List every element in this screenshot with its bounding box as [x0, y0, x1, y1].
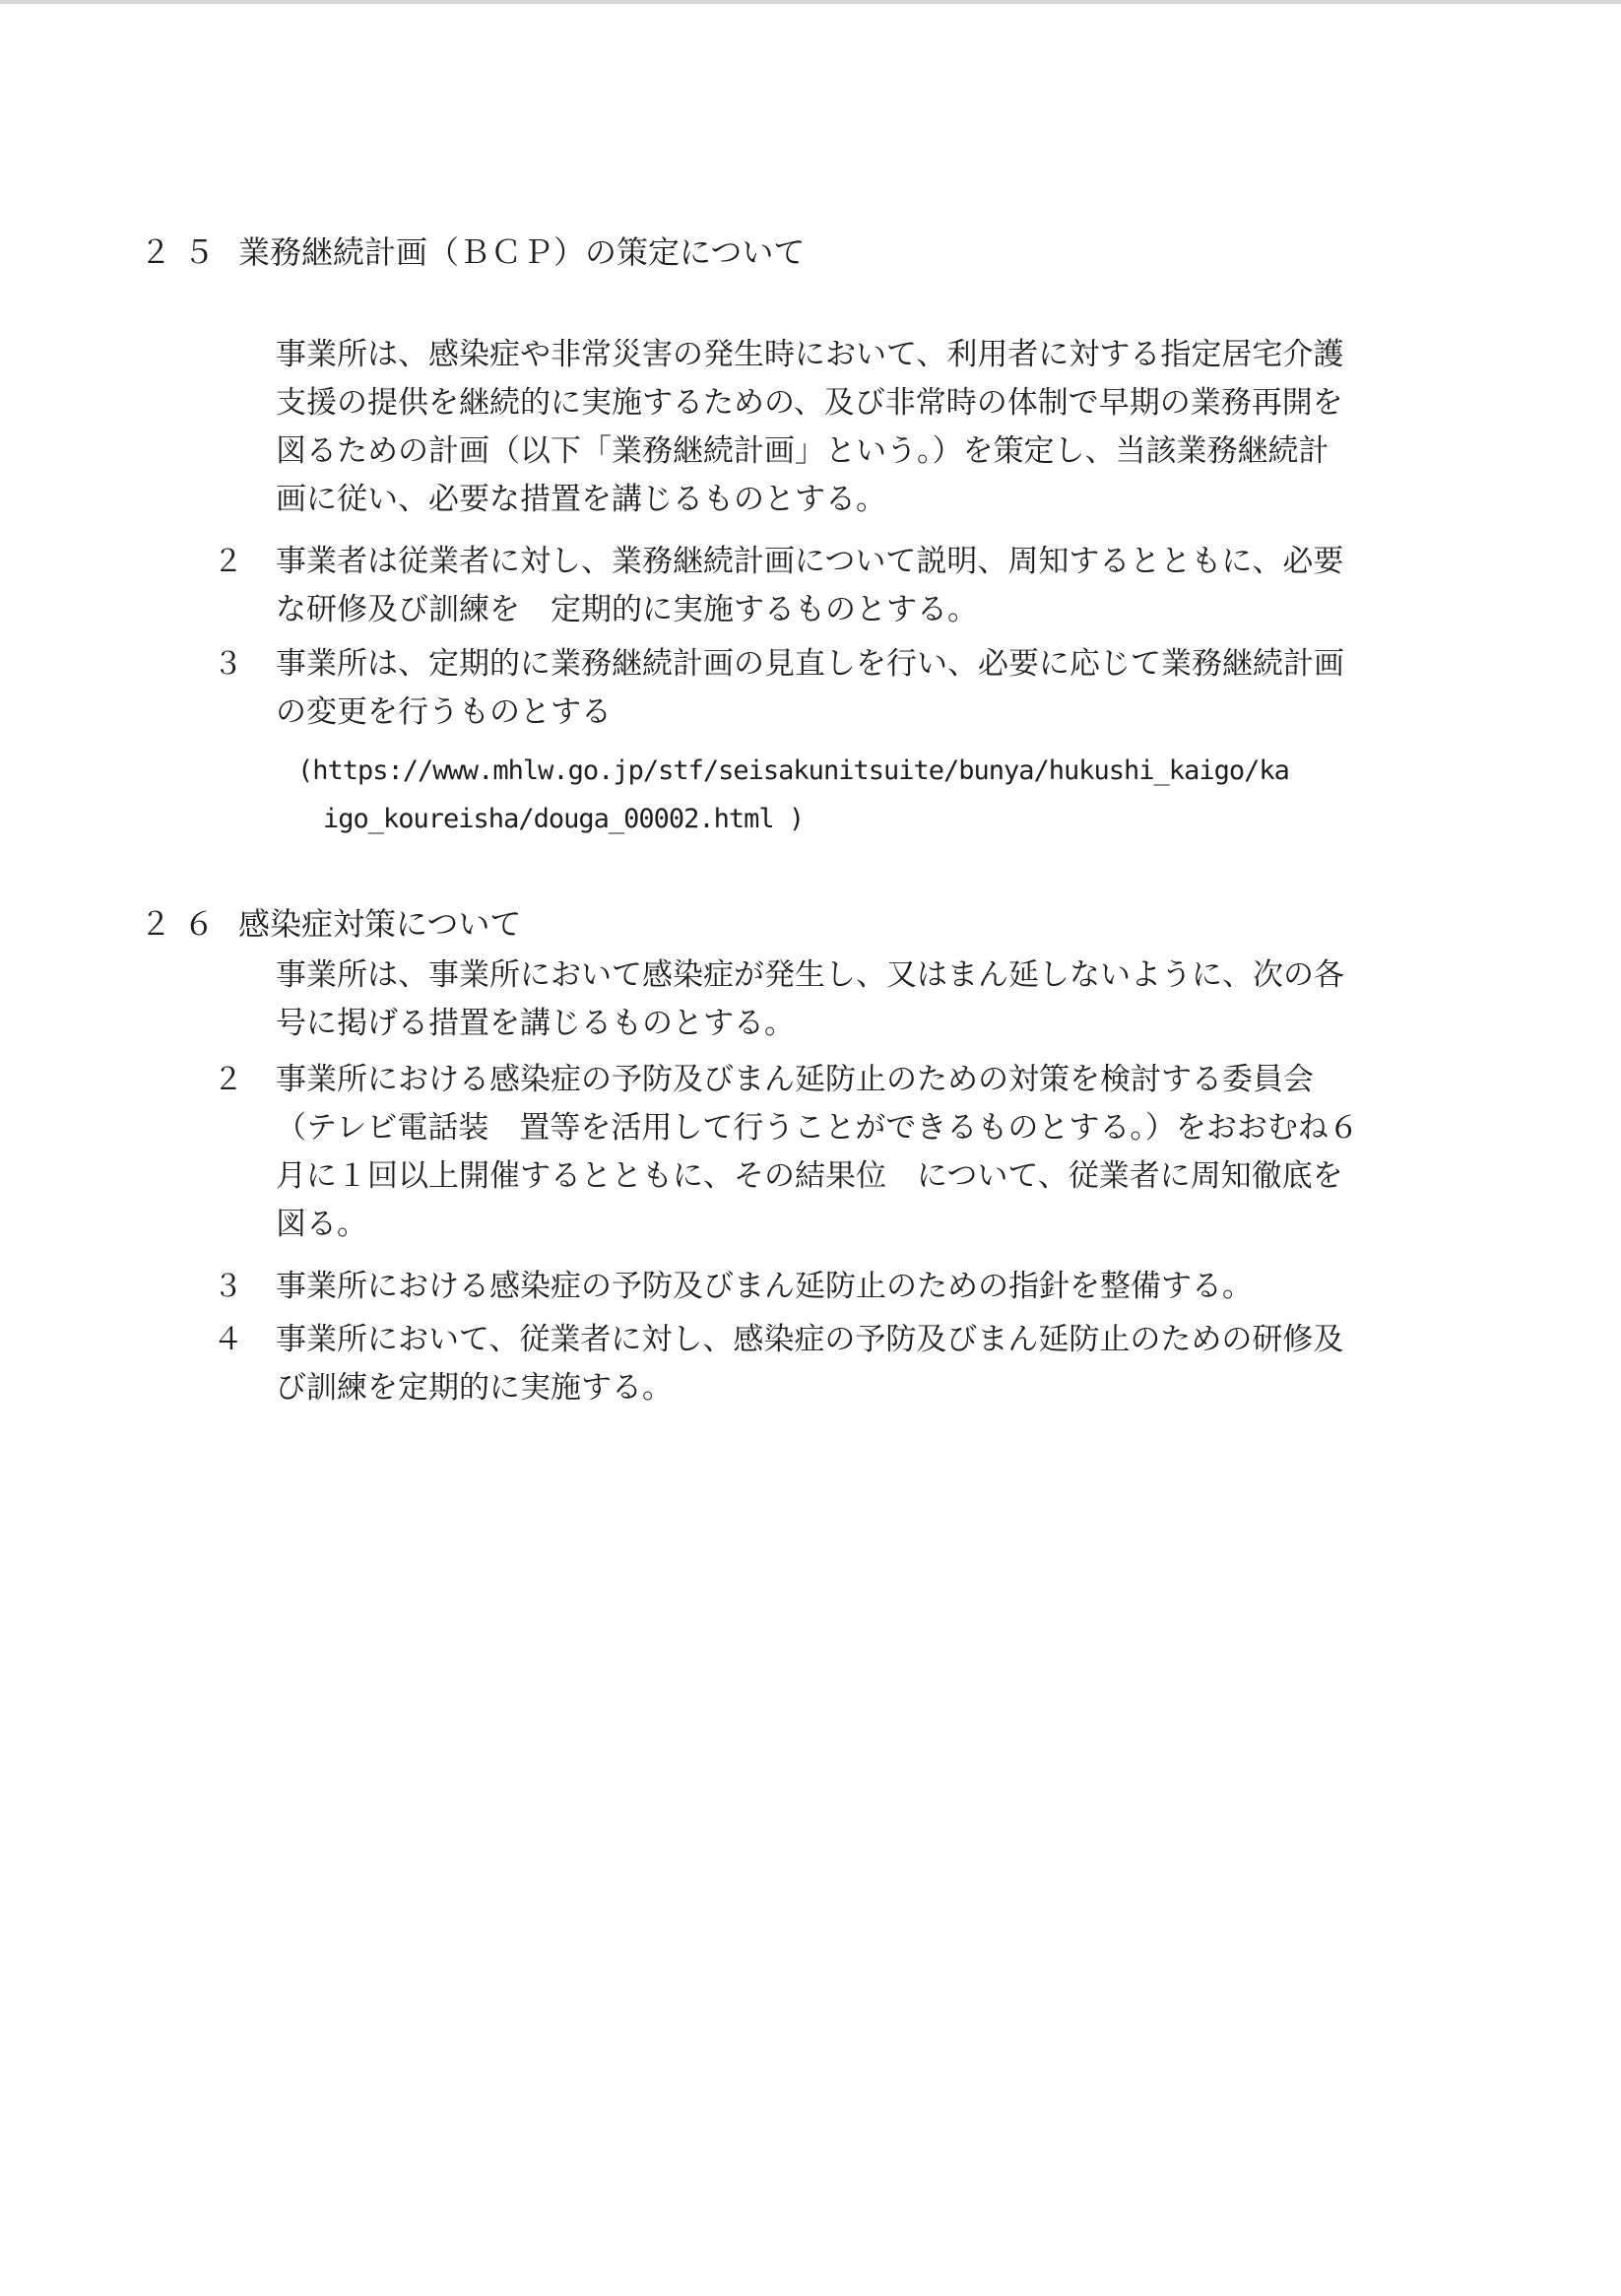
paragraph-26-2	[276, 1056, 1359, 1249]
paragraph-26-1	[276, 951, 1344, 1048]
item-number: ３	[213, 646, 243, 682]
paragraph-25-3	[276, 640, 1344, 737]
item-number: ４	[213, 1322, 243, 1357]
item-number: ２	[213, 544, 243, 579]
text-line: 画に従い、必要な措置を講じるものとする。	[276, 482, 886, 517]
text-line: （テレビ電話装 置等を活用して行うことができるものとする。）をおおむね６	[276, 1110, 1359, 1146]
text-line: び訓練を定期的に実施する。	[276, 1370, 673, 1406]
section-title: 感染症対策について	[238, 905, 522, 943]
text-line: 号に掲げる措置を講じるものとする。	[276, 1006, 795, 1041]
url-line: igo_koureisha/douga_00002.html )	[323, 804, 805, 834]
section-heading-26	[140, 904, 521, 944]
text-line: の変更を行うものとする	[276, 694, 612, 730]
text-line: 図る。	[276, 1207, 367, 1242]
paragraph-26-3	[276, 1263, 1253, 1311]
text-line: 事業所は、事業所において感染症が発生し、又はまん延しないように、次の各	[276, 957, 1344, 993]
text-line: な研修及び訓練を 定期的に実施するものとする。	[276, 592, 978, 627]
text-line: 事業所は、感染症や非常災害の発生時において、利用者に対する指定居宅介護	[276, 337, 1344, 372]
text-line: 支援の提供を継続的に実施するための、及び非常時の体制で早期の業務再開を	[276, 385, 1343, 421]
paragraph-26-4	[276, 1316, 1343, 1412]
text-line: 事業者は従業者に対し、業務継続計画について説明、周知するとともに、必要	[276, 544, 1344, 579]
section-number: ２６	[140, 905, 227, 943]
paragraph-25-1	[276, 331, 1343, 524]
url-line: (https://www.mhlw.go.jp/stf/seisakunitsuite/bunya/hukushi_kaigo/ka	[297, 755, 1289, 786]
item-number: ２	[213, 1062, 243, 1097]
item-number: ３	[213, 1269, 243, 1304]
text-line: 事業所における感染症の予防及びまん延防止のための対策を検討する委員会	[276, 1062, 1314, 1097]
text-line: 月に１回以上開催するとともに、その結果位 について、従業者に周知徹底を	[276, 1158, 1343, 1194]
text-line: 事業所において、従業者に対し、感染症の予防及びまん延防止のための研修及	[276, 1322, 1344, 1357]
section-number: ２５	[140, 233, 227, 271]
section-heading-25	[140, 232, 805, 272]
paragraph-25-2	[276, 538, 1343, 634]
text-line: 事業所は、定期的に業務継続計画の見直しを行い、必要に応じて業務継続計画	[276, 646, 1344, 682]
section-title: 業務継続計画（ＢＣＰ）の策定について	[238, 233, 806, 271]
text-line: 事業所における感染症の予防及びまん延防止のための指針を整備する。	[276, 1269, 1253, 1304]
text-line: 図るための計画（以下「業務継続計画」という。）を策定し、当該業務継続計	[276, 433, 1329, 469]
scan-top-edge	[0, 0, 1621, 4]
url-reference	[297, 747, 1289, 843]
